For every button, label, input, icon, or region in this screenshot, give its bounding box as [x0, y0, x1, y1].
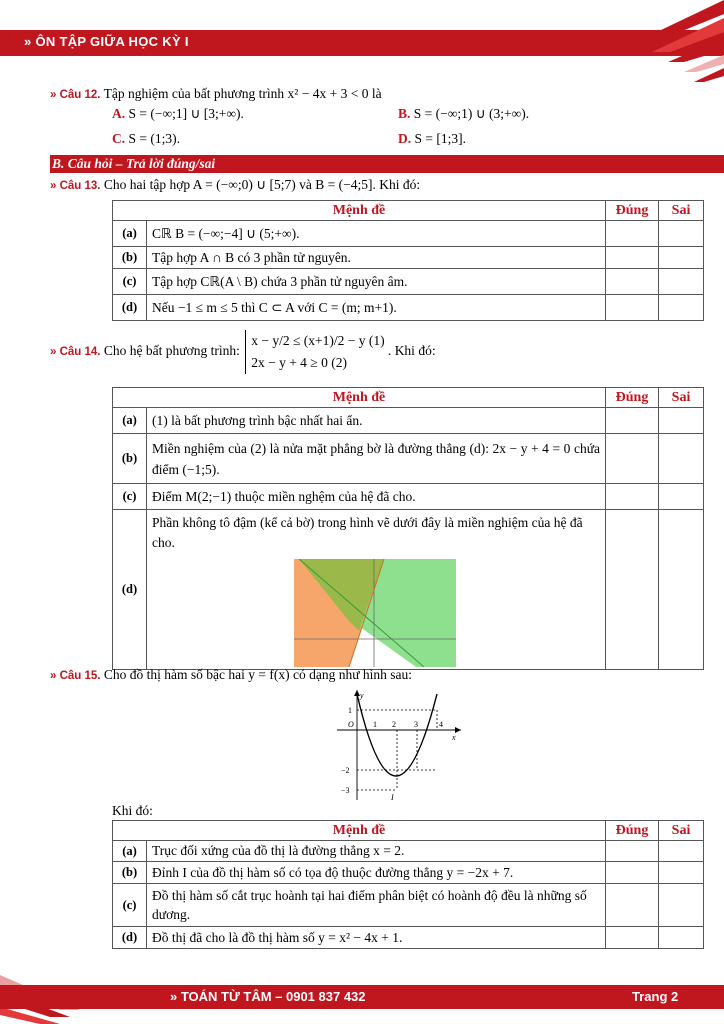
q15-label: » Câu 15. — [50, 670, 101, 682]
q12-option-b — [398, 106, 529, 122]
q13-row-d-true-cell[interactable] — [606, 295, 659, 321]
label-4: 4 — [439, 720, 443, 729]
q13-row-c-text: Tập hợp Cℝ(A \ B) chứa 3 phần tử nguyên âm. — [147, 269, 606, 295]
q15-row-c-text: Đồ thị hàm số cắt trục hoành tại hai điểm phân biệt có hoành độ đều là những số dương. — [147, 884, 606, 927]
q14-stem — [50, 330, 436, 374]
region-graph — [294, 559, 456, 667]
q14-row-c-true-cell[interactable] — [606, 484, 659, 510]
q13-row-a-key: (a) — [113, 221, 147, 247]
q12-option-c — [112, 131, 180, 147]
q13-header-statement: Mệnh đề — [113, 201, 606, 221]
q14-table — [112, 387, 704, 670]
q13-label: » Câu 13. — [50, 180, 101, 192]
q13-row-c-false-cell[interactable] — [659, 269, 704, 295]
table-row — [113, 434, 704, 484]
table-row — [113, 484, 704, 510]
table-row — [113, 927, 704, 949]
q15-header-statement: Mệnh đề — [113, 821, 606, 841]
q14-header-true: Đúng — [606, 388, 659, 408]
q13-table — [112, 200, 704, 321]
table-row — [113, 884, 704, 927]
q13-stem — [50, 177, 420, 193]
q13-row-c-true-cell[interactable] — [606, 269, 659, 295]
q15-row-d-key: (d) — [113, 927, 147, 949]
q14-row-c-text: Điểm M(2;−1) thuộc miền nghệm của hệ đã cho. — [147, 484, 606, 510]
q14-row-d-false-cell[interactable] — [659, 510, 704, 670]
q15-row-a-false-cell[interactable] — [659, 841, 704, 862]
table-row — [113, 408, 704, 434]
q12-option-a — [112, 106, 244, 122]
label-2: 2 — [392, 720, 396, 729]
q14-row-c-false-cell[interactable] — [659, 484, 704, 510]
q12-d-key: D. — [398, 131, 412, 146]
q13-row-a-text: Cℝ B = (−∞;−4] ∪ (5;+∞). — [147, 221, 606, 247]
q14-row-b-text: Miền nghiệm của (2) là nửa mặt phẳng bờ là đường thẳng (d): 2x − y + 4 = 0 chứa điểm (−1;5). — [147, 434, 606, 484]
q12-b-key: B. — [398, 106, 411, 121]
q14-eq2: 2x − y + 4 ≥ 0 (2) — [251, 355, 347, 370]
q15-stem — [50, 667, 412, 683]
q13-row-d-false-cell[interactable] — [659, 295, 704, 321]
q15-header-true: Đúng — [606, 821, 659, 841]
q13-row-c-key: (c) — [113, 269, 147, 295]
q15-row-a-key: (a) — [113, 841, 147, 862]
q12-label: » Câu 12. — [50, 89, 101, 101]
table-row — [113, 221, 704, 247]
q13-row-b-text: Tập hợp A ∩ B có 3 phần tử nguyên. — [147, 247, 606, 269]
table-row — [113, 510, 704, 670]
q13-row-d-text: Nếu −1 ≤ m ≤ 5 thì C ⊂ A với C = (m; m+1). — [147, 295, 606, 321]
q14-row-b-false-cell[interactable] — [659, 434, 704, 484]
label-y: y — [360, 691, 364, 700]
q15-text: Cho đồ thị hàm số bậc hai y = f(x) có dạng như hình sau: — [103, 667, 413, 682]
q14-row-d-text: Phần không tô đậm (kể cả bờ) trong hình vẽ dưới đây là miền nghiệm của hệ đã cho. — [152, 515, 583, 550]
q15-after-graph: Khi đó: — [112, 803, 153, 818]
table-row — [113, 247, 704, 269]
q14-text-after: . Khi đó: — [387, 343, 436, 359]
label-x: x — [452, 733, 456, 742]
q15-row-b-key: (b) — [113, 862, 147, 884]
q12-a-key: A. — [112, 106, 126, 121]
q15-table — [112, 820, 704, 949]
q15-row-c-true-cell[interactable] — [606, 884, 659, 927]
q15-row-d-false-cell[interactable] — [659, 927, 704, 949]
q15-row-b-text: Đỉnh I của đồ thị hàm số có tọa độ thuộc đường thẳng y = −2x + 7. — [147, 862, 606, 884]
q14-row-d-cell — [147, 510, 606, 670]
q15-row-a-text: Trục đối xứng của đồ thị là đường thẳng x = 2. — [147, 841, 606, 862]
q12-option-d — [398, 131, 466, 147]
q13-row-a-true-cell[interactable] — [606, 221, 659, 247]
q12-stem — [50, 86, 382, 102]
q14-header-false: Sai — [659, 388, 704, 408]
q12-c-text: S = (1;3). — [128, 131, 180, 146]
q15-row-c-key: (c) — [113, 884, 147, 927]
label-y1: 1 — [348, 706, 352, 715]
table-row — [113, 269, 704, 295]
q14-row-d-true-cell[interactable] — [606, 510, 659, 670]
label-1: 1 — [373, 720, 377, 729]
q15-row-d-text: Đồ thị đã cho là đồ thị hàm số y = x² − 4x + 1. — [147, 927, 606, 949]
q13-row-b-key: (b) — [113, 247, 147, 269]
q14-row-d-key: (d) — [113, 510, 147, 670]
q13-row-d-key: (d) — [113, 295, 147, 321]
q15-row-a-true-cell[interactable] — [606, 841, 659, 862]
label-ym3: −3 — [341, 786, 350, 795]
q14-header-statement: Mệnh đề — [113, 388, 606, 408]
q12-c-key: C. — [112, 131, 126, 146]
label-origin: O — [348, 720, 354, 729]
label-ym2: −2 — [341, 766, 350, 775]
q14-label: » Câu 14. — [50, 346, 101, 359]
x-axis-arrow — [455, 727, 461, 733]
q14-row-a-true-cell[interactable] — [606, 408, 659, 434]
parabola-graph — [335, 688, 465, 803]
table-row — [113, 862, 704, 884]
q13-row-a-false-cell[interactable] — [659, 221, 704, 247]
q14-row-b-key: (b) — [113, 434, 147, 484]
table-row — [113, 841, 704, 862]
header-title: » ÔN TẬP GIỮA HỌC KỲ I — [24, 34, 189, 49]
q15-header-false: Sai — [659, 821, 704, 841]
footer-bar — [0, 985, 724, 1009]
footer-contact: » TOÁN TỪ TÂM – 0901 837 432 — [170, 989, 366, 1004]
q12-a-text: S = (−∞;1] ∪ [3;+∞). — [128, 106, 244, 121]
label-vertex-i: I — [391, 793, 394, 802]
q14-system — [245, 330, 384, 374]
table-row — [113, 295, 704, 321]
q13-text: Cho hai tập hợp A = (−∞;0) ∪ [5;7) và B = (−4;5]. Khi đó: — [103, 177, 421, 192]
page-number: Trang 2 — [632, 989, 679, 1004]
q13-header-true: Đúng — [606, 201, 659, 221]
q13-row-b-true-cell[interactable] — [606, 247, 659, 269]
q15-row-d-true-cell[interactable] — [606, 927, 659, 949]
section-b-title: B. Câu hỏi – Trả lời đúng/sai — [50, 155, 724, 173]
q12-text: Tập nghiệm của bất phương trình x² − 4x + 3 < 0 là — [103, 86, 382, 101]
q15-row-b-false-cell[interactable] — [659, 862, 704, 884]
q14-row-a-text: (1) là bất phương trình bậc nhất hai ẩn. — [147, 408, 606, 434]
q14-eq1: x − y/2 ≤ (x+1)/2 − y (1) — [251, 333, 385, 348]
q14-row-c-key: (c) — [113, 484, 147, 510]
q15-row-b-true-cell[interactable] — [606, 862, 659, 884]
q13-header-false: Sai — [659, 201, 704, 221]
q14-text-before: Cho hệ bất phương trình: — [103, 343, 240, 359]
q12-b-text: S = (−∞;1) ∪ (3;+∞). — [413, 106, 530, 121]
label-3: 3 — [414, 720, 418, 729]
q14-row-a-false-cell[interactable] — [659, 408, 704, 434]
header-decoration — [600, 0, 724, 90]
q13-row-b-false-cell[interactable] — [659, 247, 704, 269]
q14-row-a-key: (a) — [113, 408, 147, 434]
q14-row-b-true-cell[interactable] — [606, 434, 659, 484]
q12-d-text: S = [1;3]. — [414, 131, 466, 146]
q15-row-c-false-cell[interactable] — [659, 884, 704, 927]
